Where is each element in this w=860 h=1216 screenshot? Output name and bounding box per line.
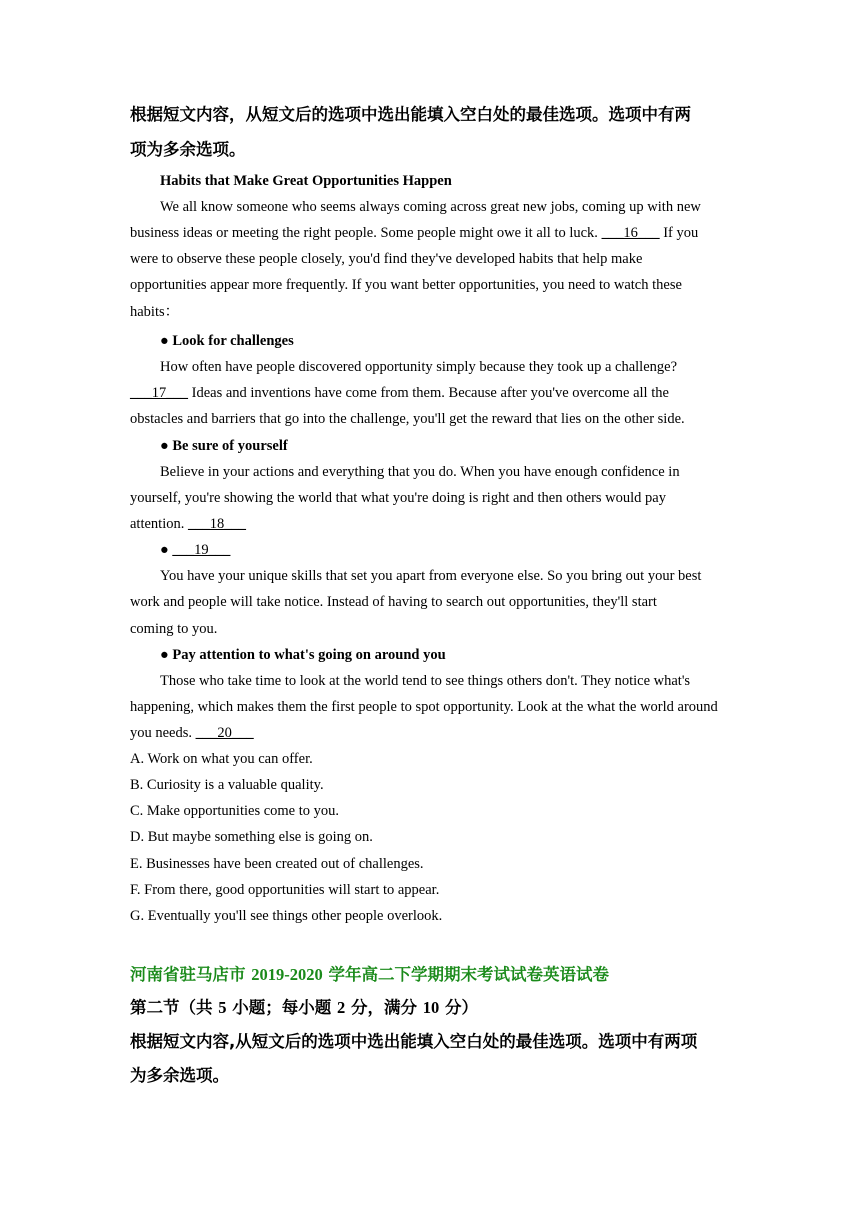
option-f: F. From there, good opportunities will start to appear. [130,882,440,898]
option-a: A. Work on what you can offer. [130,751,313,767]
next-exam-instructions-line-2: 为多余选项。 [130,1066,229,1085]
section-header-part-3: 分，满分 [345,998,423,1017]
section-header-part-4: 分） [439,998,478,1017]
section2-line-3 [130,514,246,534]
option-b: B. Curiosity is a valuable quality. [130,777,324,793]
section1-line-2-text: Ideas and inventions have come from them. Because after you've overcome all the [188,385,669,401]
option-c: C. Make opportunities come to you. [130,803,340,819]
instructions-line-2: 项为多余选项。 [130,140,246,159]
blank-17: ___17___ [130,385,188,401]
option-d: D. But maybe something else is going on. [130,829,373,845]
blank-16: ___16___ [601,225,660,241]
intro-line-1: We all know someone who seems always coming across great new jobs, coming up with new [160,199,701,215]
next-exam-title-year: 2019-2020 [251,965,323,984]
section3-heading [160,540,230,560]
option-e: E. Businesses have been created out of challenges. [130,856,424,872]
section4-line-1: Those who take time to look at the world tend to see things others don't. They notice what's [160,673,691,689]
next-exam-title-part-1: 河南省驻马店市 [130,965,252,984]
section4-line-3-text: you needs. [130,725,196,741]
section-header-total: 10 [422,998,440,1017]
option-g: G. Eventually you'll see things other people overlook. [130,908,443,924]
section1-line-3: obstacles and barriers that go into the challenge, you'll get the reward that lies on the other side. [130,411,685,427]
intro-line-2-text: business ideas or meeting the right people. Some people might owe it all to luck. [130,225,602,241]
section-header-part-2: 小题；每小题 [226,998,337,1017]
section-header-part-1: 第二节（共 [130,998,219,1017]
section1-line-2 [130,383,669,403]
instructions-line-1: 根据短文内容，从短文后的选项中选出能填入空白处的最佳选项。选项中有两 [130,105,691,124]
section2-line-2: yourself, you're showing the world that what you're doing is right and then others would pay [130,490,666,506]
next-exam-instructions-line-1: 根据短文内容,从短文后的选项中选出能填入空白处的最佳选项。选项中有两项 [130,1032,698,1051]
section1-heading: ● Look for challenges [160,333,294,349]
intro-line-2 [130,223,698,243]
section3-line-3: coming to you. [130,621,218,637]
intro-line-4: opportunities appear more frequently. If you want better opportunities, you need to watch these [130,277,682,293]
next-exam-title-part-2: 学年高二下学期期末考试试卷英语试卷 [322,965,609,984]
section2-heading: ● Be sure of yourself [160,438,288,454]
section4-heading: ● Pay attention to what's going on around you [160,647,446,663]
blank-19: ___19___ [172,542,231,558]
section4-line-3 [130,723,254,743]
blank-18: ___18___ [188,516,246,532]
section-header-points-each: 2 [337,998,346,1017]
section2-line-1: Believe in your actions and everything that you do. When you have enough confidence in [160,464,680,480]
intro-line-2-tail: If you [659,225,699,241]
section1-line-1: How often have people discovered opportunity simply because they took up a challenge? [160,359,678,375]
intro-line-3: were to observe these people closely, you'd find they've developed habits that help make [130,251,643,267]
next-exam-title [130,963,609,987]
section3-bullet: ● [160,542,173,558]
section3-line-2: work and people will take notice. Instead of having to search out opportunities, they'll start [130,594,657,610]
section2-line-3-text: attention. [130,516,188,532]
section-header-count: 5 [218,998,227,1017]
blank-20: ___20___ [195,725,254,741]
intro-line-5: habits： [130,304,180,320]
next-exam-section-header [130,996,478,1020]
section4-line-2: happening, which makes them the first people to spot opportunity. Look at the what the world around [130,699,718,715]
section3-line-1: You have your unique skills that set you apart from everyone else. So you bring out your best [160,568,702,584]
passage-title: Habits that Make Great Opportunities Happen [160,173,452,189]
